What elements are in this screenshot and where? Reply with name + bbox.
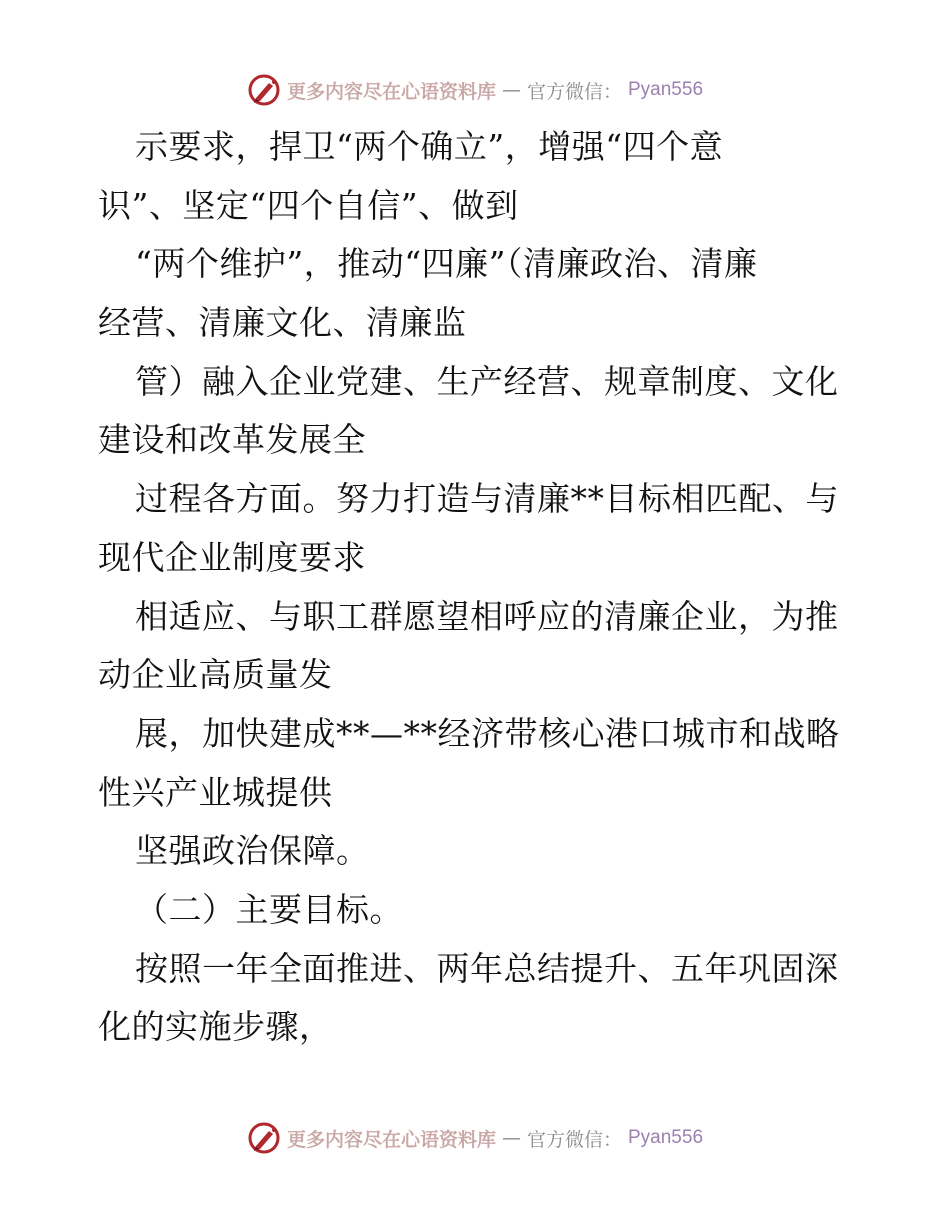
pen-circle-logo-icon xyxy=(247,1121,281,1155)
footer-wechat-label: 官方微信： xyxy=(526,1128,622,1151)
body-line-13: 坚强政治保障。 xyxy=(135,831,370,871)
body-line-1: 示要求，捍卫“两个确立”，增强“四个意 xyxy=(135,127,724,166)
body-line-5: 管）融入企业党建、生产经营、规章制度、文化 xyxy=(135,361,839,401)
body-line-4: 经营、清廉文化、清廉监 xyxy=(98,303,467,343)
header-wechat-id: Pyan556 xyxy=(628,79,704,100)
body-line-14: （二）主要目标。 xyxy=(135,889,403,929)
header-separator: — xyxy=(501,79,521,101)
header-banner xyxy=(0,70,950,110)
footer-banner xyxy=(0,1118,950,1158)
body-line-9: 相适应、与职工群愿望相呼应的清廉企业，为推 xyxy=(135,596,839,636)
body-line-7: 过程各方面。努力打造与清廉**目标相匹配、与 xyxy=(135,479,839,519)
body-line-15: 按照一年全面推进、两年总结提升、五年巩固深 xyxy=(135,948,839,988)
body-line-12: 性兴产业城提供 xyxy=(98,772,333,812)
body-line-8: 现代企业制度要求 xyxy=(98,537,366,577)
body-line-6: 建设和改革发展全 xyxy=(98,420,366,460)
footer-wechat-id: Pyan556 xyxy=(628,1127,704,1148)
body-line-3: “两个维护”，推动“四廉”（清廉政治、清廉 xyxy=(135,244,758,284)
pen-circle-logo-icon xyxy=(247,73,281,107)
body-line-2: 识”、坚定“四个自信”、做到 xyxy=(98,185,519,225)
footer-site-text: 更多内容尽在心语资料库 xyxy=(286,1128,496,1151)
body-line-11: 展，加快建成**—**经济带核心港口城市和战略 xyxy=(135,713,840,753)
body-line-16: 化的实施步骤， xyxy=(98,1007,333,1047)
footer-separator: — xyxy=(501,1127,521,1149)
body-text xyxy=(98,118,858,1057)
header-wechat-label: 官方微信： xyxy=(526,80,622,103)
body-line-10: 动企业高质量发 xyxy=(98,655,333,695)
header-site-text: 更多内容尽在心语资料库 xyxy=(286,80,496,103)
